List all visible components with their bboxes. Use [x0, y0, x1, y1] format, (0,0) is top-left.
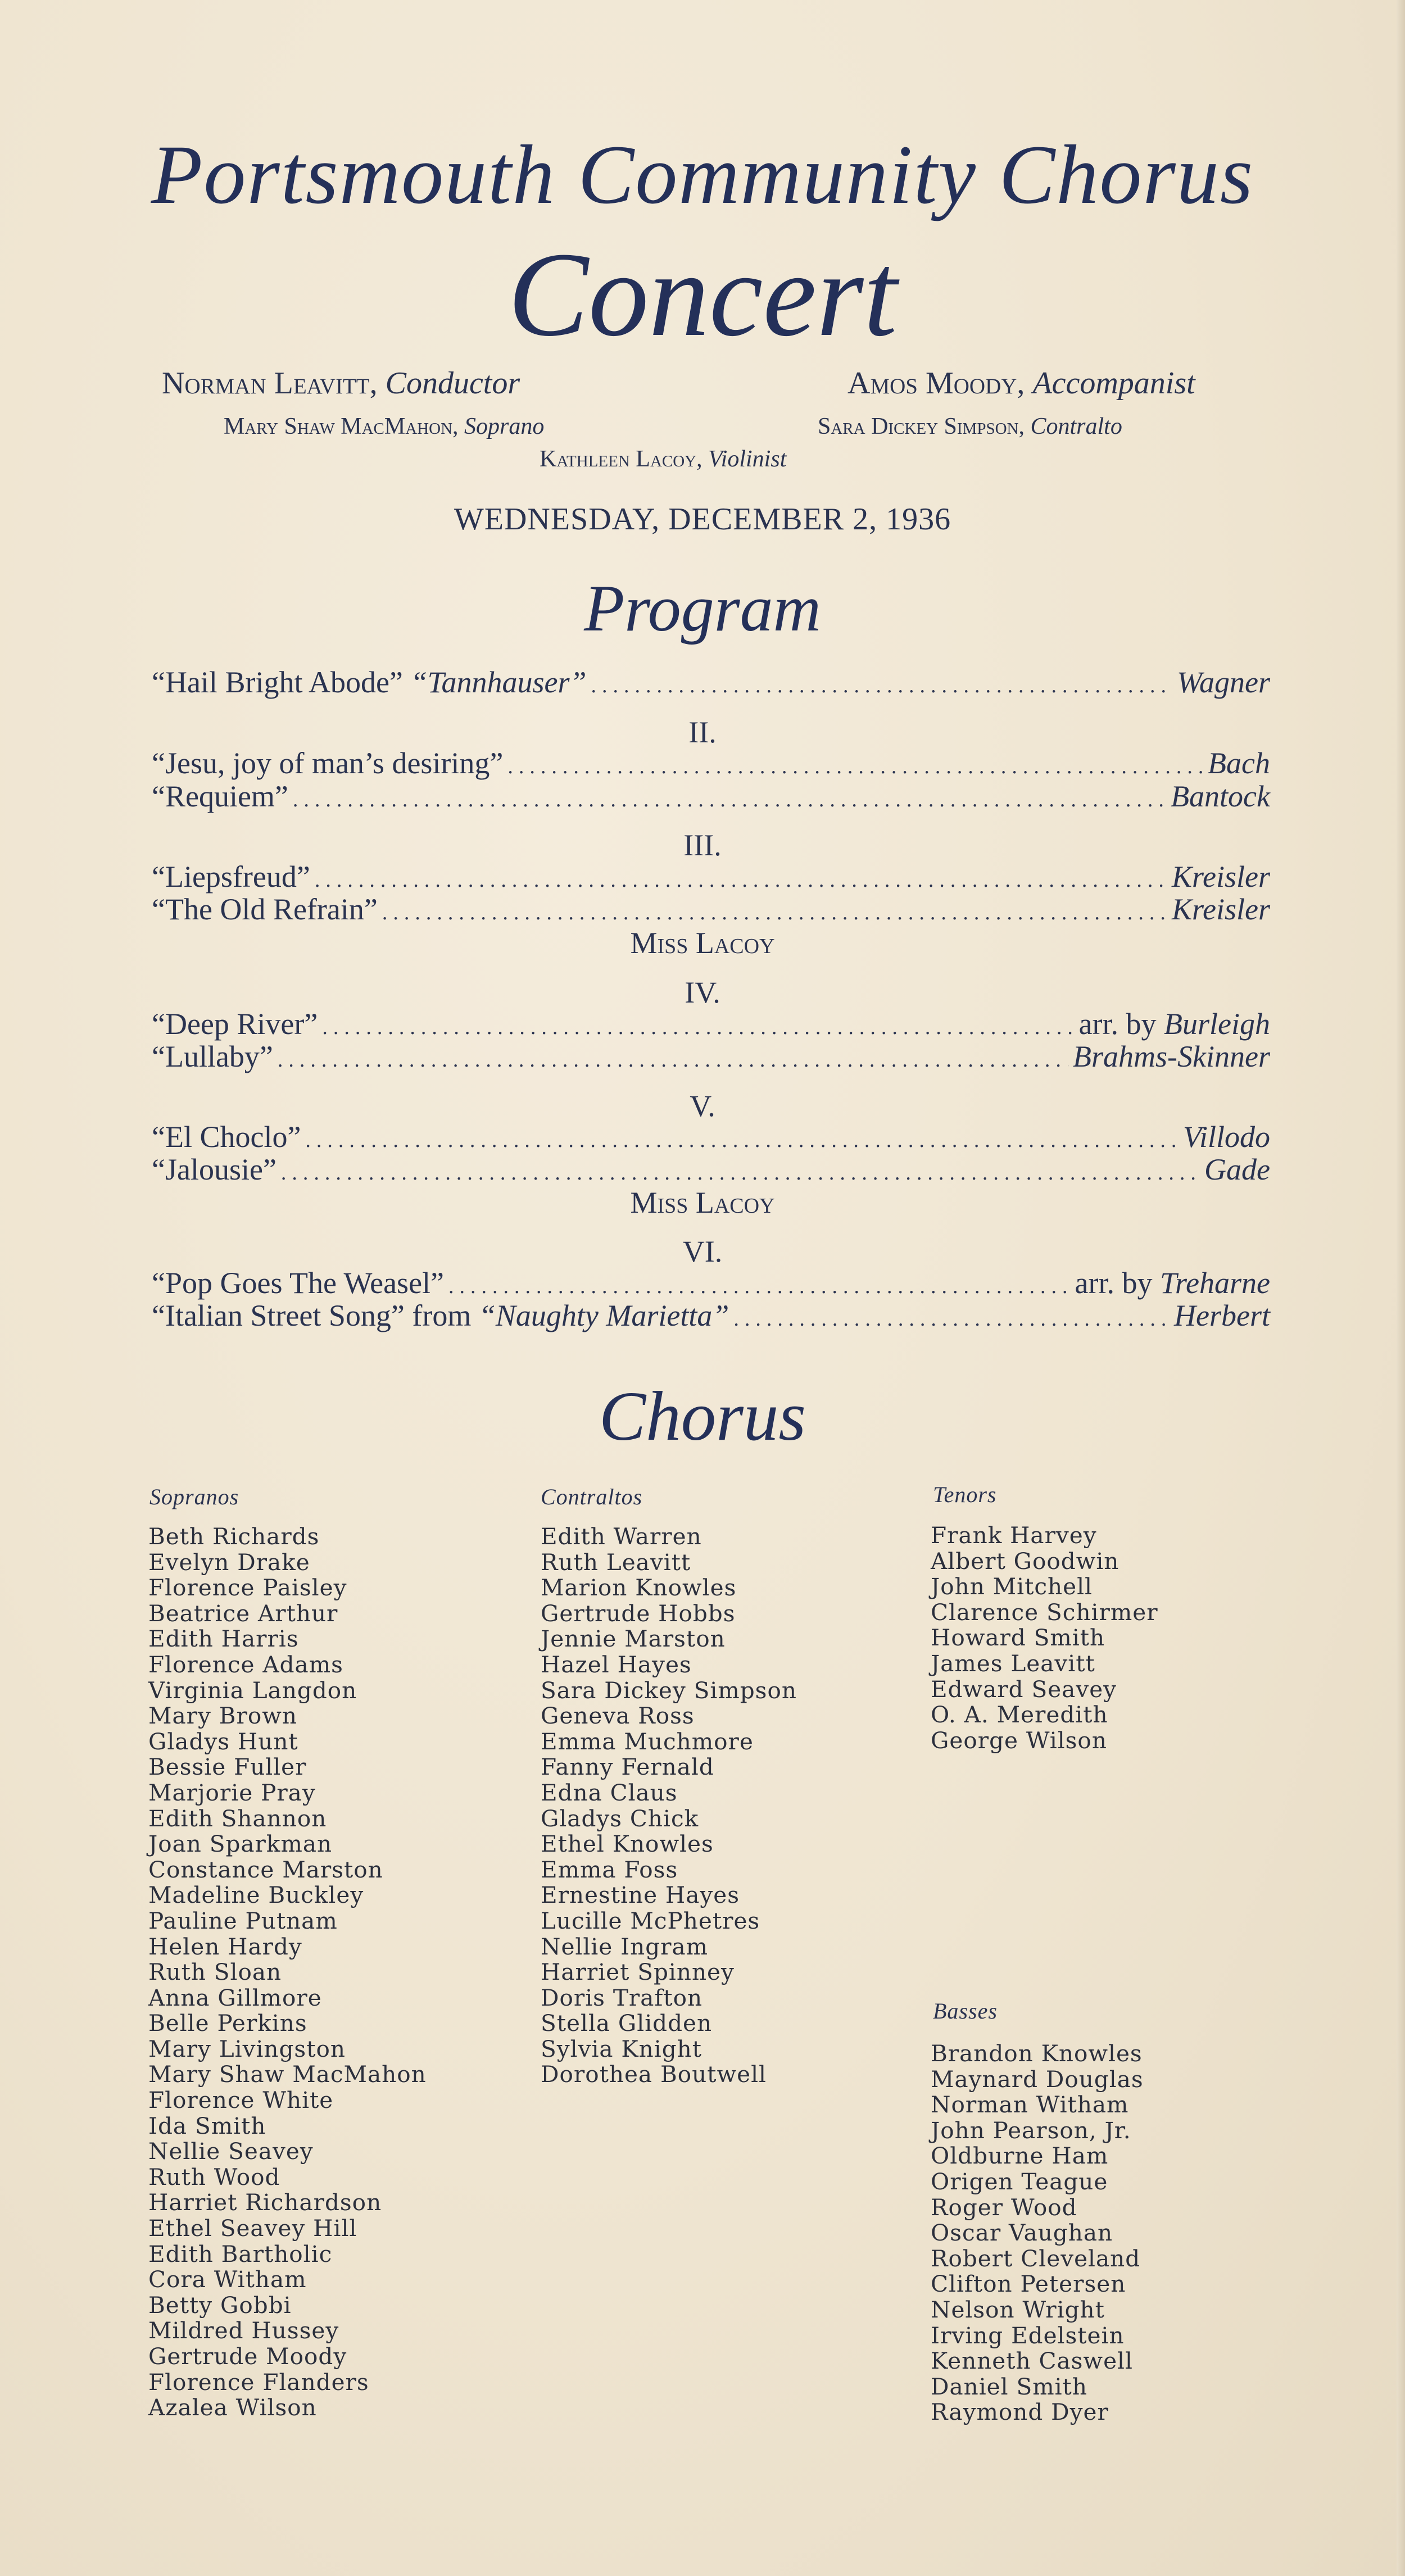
chorus-member: Norman Witham — [931, 2091, 1129, 2119]
dot-leader — [507, 754, 1203, 779]
program-item — [152, 1039, 1270, 1074]
chorus-member: Marjorie Pray — [148, 1779, 316, 1806]
chorus-member: Evelyn Drake — [148, 1548, 310, 1576]
chorus-member: Ernestine Hayes — [541, 1881, 740, 1909]
concert-date: WEDNESDAY, DECEMBER 2, 1936 — [454, 502, 951, 537]
basses-list — [931, 2041, 1144, 2425]
chorus-heading: Chorus — [599, 1378, 806, 1455]
chorus-member: Florence Adams — [148, 1650, 343, 1678]
soprano-credit — [224, 413, 544, 440]
page-title: Portsmouth Community Chorus — [151, 128, 1254, 221]
program-item — [152, 665, 1270, 700]
dot-leader — [448, 1274, 1071, 1299]
section-numeral: IV. — [685, 976, 720, 1009]
violinist-name: Kathleen Lacoy, — [540, 446, 703, 472]
chorus-member: Gertrude Hobbs — [541, 1599, 736, 1627]
dot-leader — [293, 787, 1166, 812]
chorus-member: John Pearson, Jr. — [931, 2116, 1131, 2144]
chorus-member: Roger Wood — [931, 2193, 1077, 2221]
chorus-member: Ethel Knowles — [541, 1830, 714, 1858]
program-item — [152, 859, 1270, 894]
chorus-member: Madeline Buckley — [148, 1881, 364, 1909]
section-numeral: III. — [683, 828, 722, 862]
chorus-member: Robert Cleveland — [931, 2244, 1141, 2272]
chorus-member: Mary Livingston — [148, 2035, 346, 2062]
composer: Gade — [1204, 1153, 1270, 1186]
chorus-member: Howard Smith — [931, 1624, 1105, 1652]
dot-leader — [278, 1047, 1068, 1072]
composer: Bach — [1208, 746, 1270, 780]
chorus-member: Nelson Wright — [931, 2296, 1105, 2323]
program-item — [152, 892, 1270, 927]
tenors-list — [931, 1523, 1158, 1753]
chorus-member: O. A. Meredith — [931, 1701, 1108, 1729]
paper-edge — [1397, 0, 1405, 2576]
dot-leader — [382, 900, 1167, 925]
violinist-credit — [540, 446, 786, 473]
chorus-member: Edith Shannon — [148, 1804, 327, 1832]
composer: Kreisler — [1172, 892, 1270, 926]
chorus-member: Florence Flanders — [148, 2368, 369, 2396]
program-heading: Program — [584, 572, 821, 645]
chorus-member: Raymond Dyer — [931, 2398, 1109, 2426]
chorus-member: Mildred Hussey — [148, 2317, 339, 2344]
chorus-member: Florence Paisley — [148, 1574, 347, 1602]
chorus-member: Virginia Langdon — [148, 1676, 357, 1704]
composer: Bantock — [1171, 779, 1270, 813]
concert-heading: Concert — [507, 227, 898, 361]
chorus-member: Constance Marston — [148, 1856, 383, 1883]
chorus-member: Ida Smith — [148, 2112, 266, 2139]
chorus-member: Lucille McPhetres — [541, 1907, 760, 1934]
contralto-role: Contralto — [1030, 414, 1122, 439]
violinist-role: Violinist — [708, 446, 787, 472]
piece-title: “The Old Refrain” — [152, 892, 378, 926]
program-item — [152, 1119, 1270, 1154]
chorus-member: Cora Witham — [148, 2266, 307, 2293]
tenors-label: Tenors — [933, 1482, 997, 1507]
dot-leader — [281, 1160, 1200, 1185]
section-numeral: V. — [690, 1089, 715, 1123]
composer: arr. by Burleigh — [1078, 1007, 1270, 1041]
piece-title: “Italian Street Song” from “Naughty Marietta” — [152, 1299, 729, 1332]
chorus-member: Emma Muchmore — [541, 1727, 754, 1755]
chorus-member: Ruth Wood — [148, 2163, 280, 2190]
chorus-member: Ruth Sloan — [148, 1958, 282, 1986]
piece-title: “Liepsfreud” — [152, 860, 310, 894]
chorus-member: Sara Dickey Simpson — [541, 1676, 797, 1704]
chorus-member: Edith Harris — [148, 1625, 299, 1653]
soprano-role: Soprano — [464, 414, 545, 439]
composer: Herbert — [1174, 1299, 1270, 1332]
contralto-credit — [818, 413, 1122, 440]
dot-leader — [315, 868, 1167, 892]
chorus-member: Clifton Petersen — [931, 2270, 1126, 2298]
composer: Brahms-Skinner — [1073, 1040, 1270, 1073]
chorus-member: Jennie Marston — [541, 1625, 726, 1653]
sopranos-list — [148, 1524, 427, 2421]
section-numeral: VI. — [682, 1235, 723, 1268]
dot-leader — [305, 1128, 1179, 1153]
program-item — [152, 1298, 1270, 1333]
piece-title: “Pop Goes The Weasel” — [152, 1266, 445, 1300]
piece-title: “Deep River” — [152, 1007, 318, 1041]
chorus-member: Beth Richards — [148, 1523, 320, 1550]
chorus-member: James Leavitt — [931, 1649, 1095, 1677]
contraltos-list — [541, 1524, 797, 2088]
chorus-member: Harriet Richardson — [148, 2189, 382, 2216]
chorus-member: Nellie Seavey — [148, 2138, 314, 2165]
chorus-member: Emma Foss — [541, 1856, 678, 1883]
section-numeral: II. — [688, 715, 717, 749]
chorus-member: Maynard Douglas — [931, 2065, 1144, 2093]
chorus-member: Edith Warren — [541, 1523, 702, 1550]
chorus-member: Fanny Fernald — [541, 1753, 714, 1781]
piece-title: “El Choclo” — [152, 1120, 301, 1154]
program-item — [152, 746, 1270, 781]
chorus-member: Joan Sparkman — [148, 1830, 333, 1858]
chorus-member: Brandon Knowles — [931, 2040, 1143, 2067]
piece-title: “Jalousie” — [152, 1153, 277, 1186]
chorus-member: Gertrude Moody — [148, 2343, 347, 2370]
conductor-credit — [162, 365, 520, 401]
composer: Villodo — [1183, 1120, 1270, 1154]
program-item — [152, 779, 1270, 814]
chorus-member: Edith Bartholic — [148, 2240, 333, 2267]
chorus-member: Sylvia Knight — [541, 2035, 703, 2062]
chorus-member: Oldburne Ham — [931, 2142, 1109, 2170]
chorus-member: Gladys Hunt — [148, 1727, 298, 1755]
chorus-member: Edna Claus — [541, 1779, 678, 1806]
chorus-member: Oscar Vaughan — [931, 2219, 1113, 2247]
chorus-member: Belle Perkins — [148, 2010, 307, 2037]
chorus-member: Hazel Hayes — [541, 1650, 692, 1678]
chorus-member: Bessie Fuller — [148, 1753, 307, 1781]
chorus-member: Florence White — [148, 2087, 334, 2114]
program-item — [152, 1006, 1270, 1041]
chorus-member: Origen Teague — [931, 2167, 1108, 2195]
chorus-member: Frank Harvey — [931, 1522, 1097, 1549]
chorus-member: Helen Hardy — [148, 1933, 302, 1960]
performer-note: Miss Lacoy — [630, 1186, 775, 1219]
dot-leader — [733, 1307, 1170, 1331]
chorus-member: Anna Gillmore — [148, 1984, 322, 2011]
chorus-member: John Mitchell — [931, 1573, 1093, 1600]
contralto-name: Sara Dickey Simpson, — [818, 414, 1025, 439]
chorus-member: Doris Trafton — [541, 1984, 703, 2011]
chorus-member: Mary Brown — [148, 1702, 297, 1730]
performer-note: Miss Lacoy — [630, 926, 775, 960]
accompanist-name: Amos Moody, — [847, 366, 1025, 401]
chorus-member: Pauline Putnam — [148, 1907, 338, 1934]
basses-label: Basses — [933, 1998, 998, 2024]
chorus-member: Betty Gobbi — [148, 2291, 292, 2319]
accompanist-role: Accompanist — [1032, 366, 1195, 401]
program-item — [152, 1266, 1270, 1300]
chorus-member: Daniel Smith — [931, 2373, 1087, 2400]
chorus-member: Gladys Chick — [541, 1804, 699, 1832]
dot-leader — [322, 1015, 1074, 1040]
chorus-member: Marion Knowles — [541, 1574, 737, 1602]
piece-title: “Requiem” — [152, 779, 288, 813]
chorus-member: Edward Seavey — [931, 1675, 1117, 1703]
piece-title: “Jesu, joy of man’s desiring” — [152, 746, 504, 780]
chorus-member: Albert Goodwin — [931, 1547, 1120, 1575]
chorus-member: Irving Edelstein — [931, 2321, 1125, 2349]
composer: Wagner — [1176, 665, 1270, 699]
sopranos-label: Sopranos — [149, 1484, 239, 1509]
program-item — [152, 1152, 1270, 1187]
chorus-member: Ethel Seavey Hill — [148, 2215, 357, 2242]
chorus-member: Clarence Schirmer — [931, 1598, 1158, 1626]
composer: arr. by Treharne — [1075, 1266, 1270, 1300]
chorus-member: Stella Glidden — [541, 2010, 713, 2037]
piece-title: “Hail Bright Abode” “Tannhauser” — [152, 665, 587, 699]
chorus-member: Dorothea Boutwell — [541, 2061, 767, 2088]
soprano-name: Mary Shaw MacMahon, — [224, 414, 459, 439]
accompanist-credit — [847, 365, 1195, 401]
chorus-member: Harriet Spinney — [541, 1958, 735, 1986]
chorus-member: Beatrice Arthur — [148, 1599, 338, 1627]
composer: Kreisler — [1172, 860, 1270, 894]
dot-leader — [591, 673, 1172, 698]
conductor-role: Conductor — [385, 366, 520, 401]
conductor-name: Norman Leavitt, — [162, 366, 378, 401]
chorus-member: Kenneth Caswell — [931, 2347, 1133, 2375]
chorus-member: Nellie Ingram — [541, 1933, 709, 1960]
chorus-member: Geneva Ross — [541, 1702, 695, 1730]
chorus-member: Mary Shaw MacMahon — [148, 2061, 427, 2088]
chorus-member: Azalea Wilson — [148, 2394, 317, 2421]
chorus-member: George Wilson — [931, 1726, 1107, 1754]
contraltos-label: Contraltos — [541, 1484, 643, 1509]
chorus-member: Ruth Leavitt — [541, 1548, 691, 1576]
piece-title: “Lullaby” — [152, 1040, 273, 1073]
